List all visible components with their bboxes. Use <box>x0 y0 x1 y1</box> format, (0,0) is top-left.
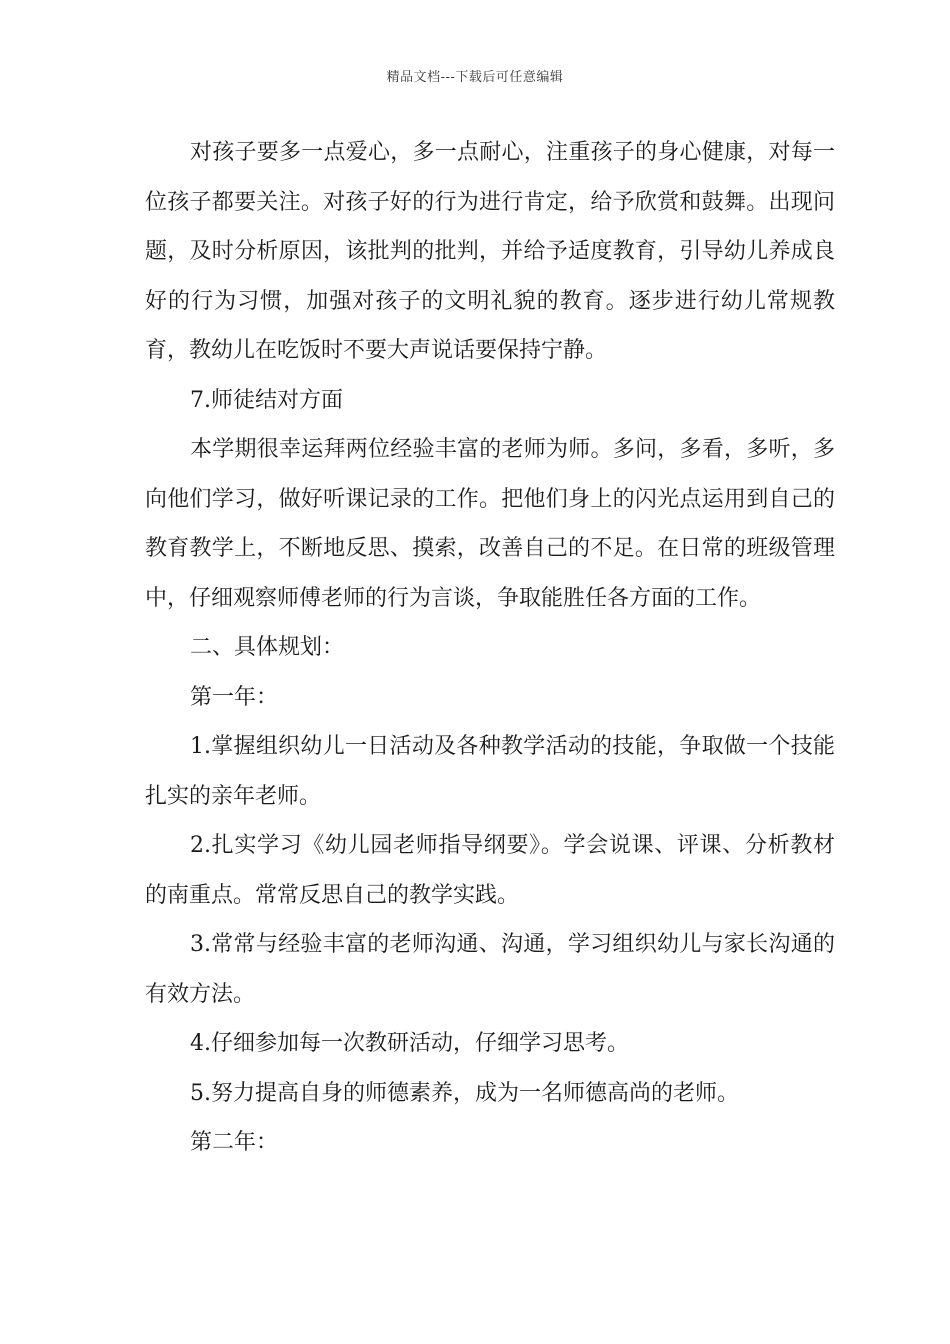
list-item: 3.常常与经验丰富的老师沟通、沟通，学习组织幼儿与家长沟通的有效方法。 <box>145 932 835 1007</box>
year-heading-first: 第一年： <box>190 684 279 710</box>
document-body <box>145 128 835 1168</box>
list-item: 5.努力提高自身的师德素养，成为一名师德高尚的老师。 <box>190 1080 739 1106</box>
list-item: 1.掌握组织幼儿一日活动及各种教学活动的技能，争取做一个技能扎实的亲年老师。 <box>145 734 835 809</box>
list-item: 4.仔细参加每一次教研活动，仔细学习思考。 <box>190 1031 629 1056</box>
paragraph-child-care: 对孩子要多一点爱心，多一点耐心，注重孩子的身心健康，对每一位孩子都要关注。对孩子好的行为进行肯定，给予欣赏和鼓舞。出现问题，及时分析原因，该批判的批判，并给予适度教育，引导幼儿养成良好的行为习惯，加强对孩子的文明礼貌的教育。逐步进行幼儿常规教育，教幼儿在吃饭时不要大声说话要保持宁静。 <box>145 140 835 363</box>
list-item: 2.扎实学习《幼儿园老师指导纲要》。学会说课、评课、分析教材的南重点。常常反思自己的教学实践。 <box>145 833 835 908</box>
page-header: 精品文档---下载后可任意编辑 <box>386 70 564 85</box>
paragraph-mentorship: 本学期很幸运拜两位经验丰富的老师为师。多问，多看，多听，多向他们学习，做好听课记录的工作。把他们身上的闪光点运用到自己的教育教学上，不断地反思、摸索，改善自己的不足。在日常的班级管理中，仔细观察师傅老师的行为言谈，争取能胜任各方面的工作。 <box>145 437 835 611</box>
section-heading-mentorship: 7.师徒结对方面 <box>190 387 343 413</box>
year-heading-second: 第二年： <box>190 1130 279 1155</box>
section-heading-plan: 二、具体规划： <box>190 635 345 660</box>
